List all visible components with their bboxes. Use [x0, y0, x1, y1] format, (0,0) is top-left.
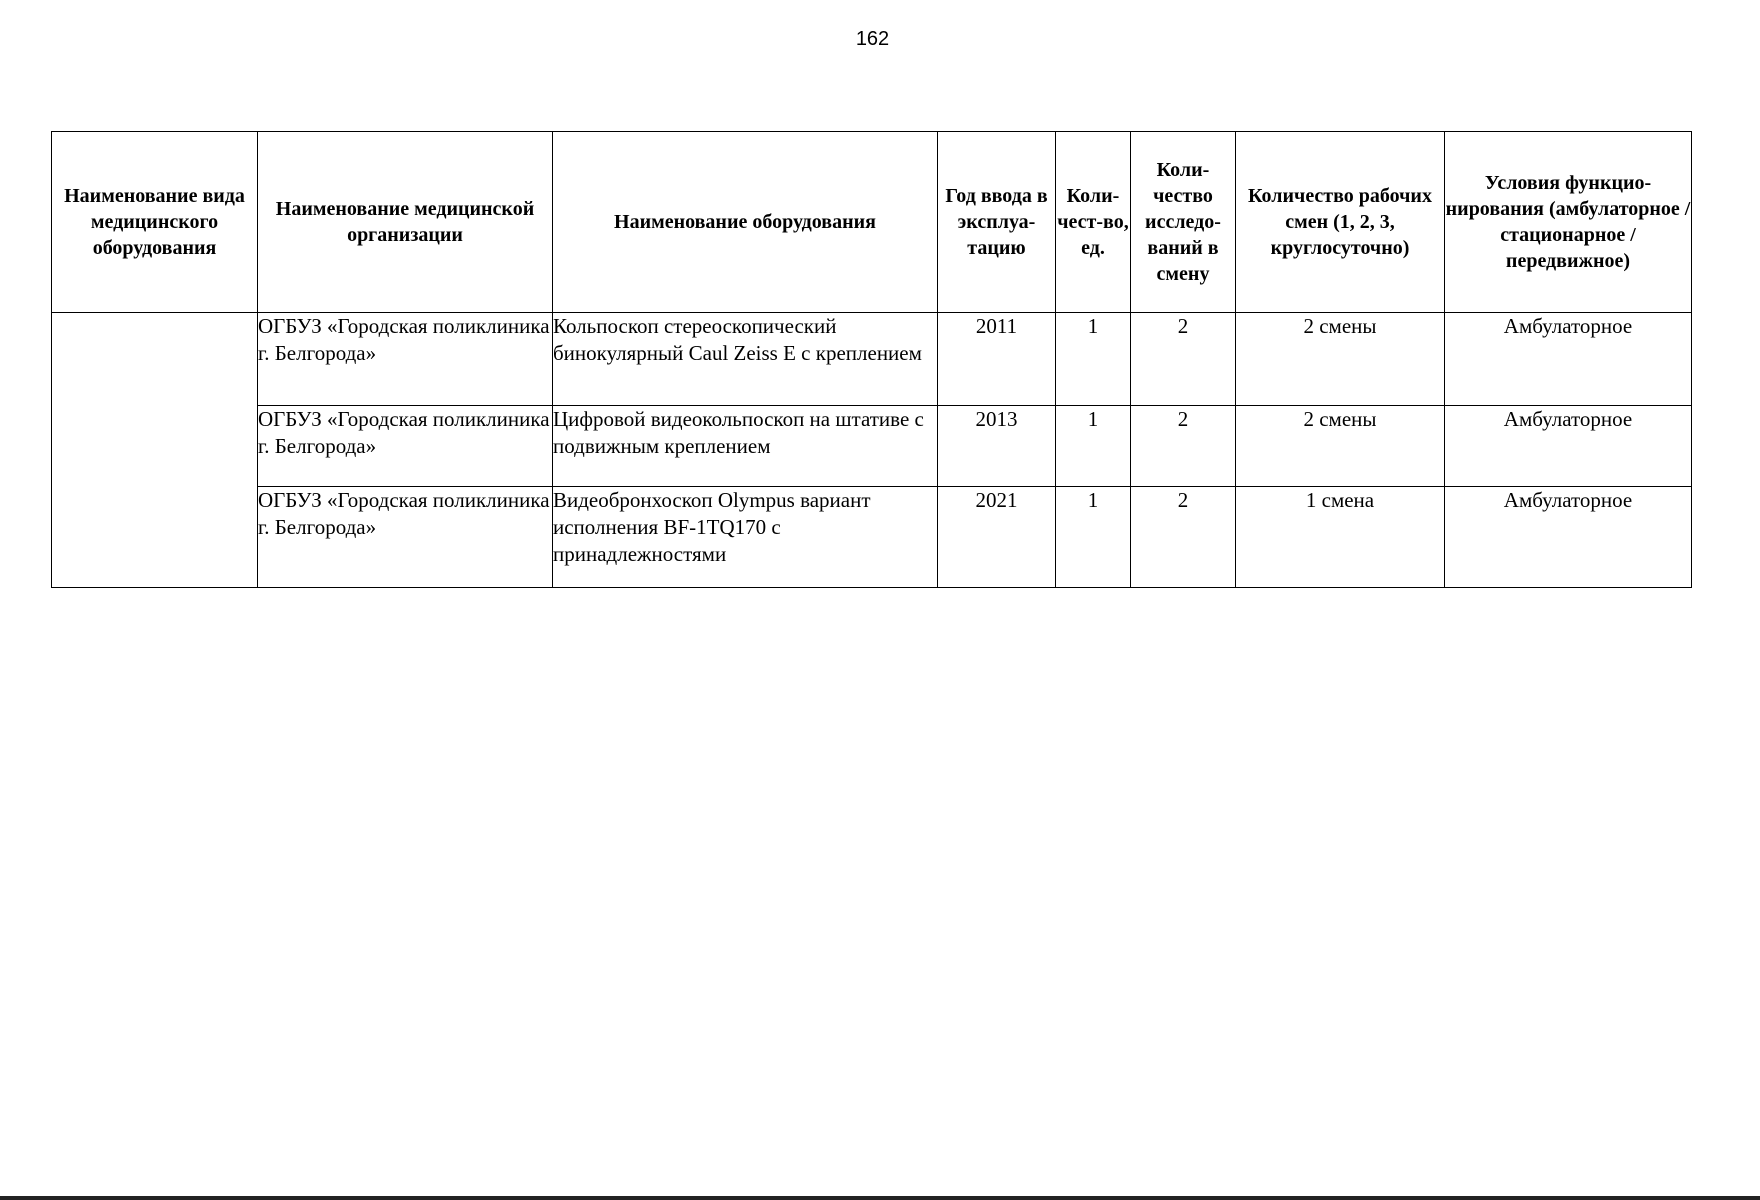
- header-equipment-name: Наименование оборудования: [553, 132, 938, 313]
- shifts-cell: 2 смены: [1236, 313, 1445, 406]
- quantity-cell: 1: [1056, 487, 1131, 588]
- organization-cell: ОГБУЗ «Городская поликлиника г. Белгорода»: [258, 313, 553, 406]
- header-studies-per-shift: Коли-чество исследо-ваний в смену: [1131, 132, 1236, 313]
- header-quantity: Коли-чест-во, ед.: [1056, 132, 1131, 313]
- shifts-cell: 2 смены: [1236, 406, 1445, 487]
- table-row: [52, 313, 1692, 406]
- conditions-cell: Амбулаторное: [1445, 487, 1692, 588]
- table-header-row: [52, 132, 1692, 313]
- header-equipment-type: Наименование вида медицинского оборудования: [52, 132, 258, 313]
- year-cell: 2011: [938, 313, 1056, 406]
- equipment-table: [51, 131, 1692, 588]
- shifts-cell: 1 смена: [1236, 487, 1445, 588]
- equipment-type-cell: [52, 313, 258, 588]
- conditions-cell: Амбулаторное: [1445, 406, 1692, 487]
- table-row: [52, 406, 1692, 487]
- header-shifts: Количество рабочих смен (1, 2, 3, круглосуточно): [1236, 132, 1445, 313]
- quantity-cell: 1: [1056, 406, 1131, 487]
- header-conditions: Условия функцио-нирования (амбулаторное / стационарное / передвижное): [1445, 132, 1692, 313]
- equipment-cell: Видеобронхоскоп Olympus вариант исполнения BF-1TQ170 с принадлежностями: [553, 487, 938, 588]
- header-year: Год ввода в эксплуа-тацию: [938, 132, 1056, 313]
- header-organization: Наименование медицинской организации: [258, 132, 553, 313]
- organization-cell: ОГБУЗ «Городская поликлиника г. Белгорода»: [258, 487, 553, 588]
- studies-cell: 2: [1131, 313, 1236, 406]
- conditions-cell: Амбулаторное: [1445, 313, 1692, 406]
- table-row: [52, 487, 1692, 588]
- quantity-cell: 1: [1056, 313, 1131, 406]
- equipment-cell: Кольпоскоп стереоскопический бинокулярный Caul Zeiss E с креплением: [553, 313, 938, 406]
- equipment-cell: Цифровой видеокольпоскоп на штативе с подвижным креплением: [553, 406, 938, 487]
- organization-cell: ОГБУЗ «Городская поликлиника г. Белгорода»: [258, 406, 553, 487]
- studies-cell: 2: [1131, 406, 1236, 487]
- page-bottom-edge: [0, 1196, 1760, 1200]
- year-cell: 2013: [938, 406, 1056, 487]
- year-cell: 2021: [938, 487, 1056, 588]
- studies-cell: 2: [1131, 487, 1236, 588]
- page-number: 162: [855, 28, 890, 50]
